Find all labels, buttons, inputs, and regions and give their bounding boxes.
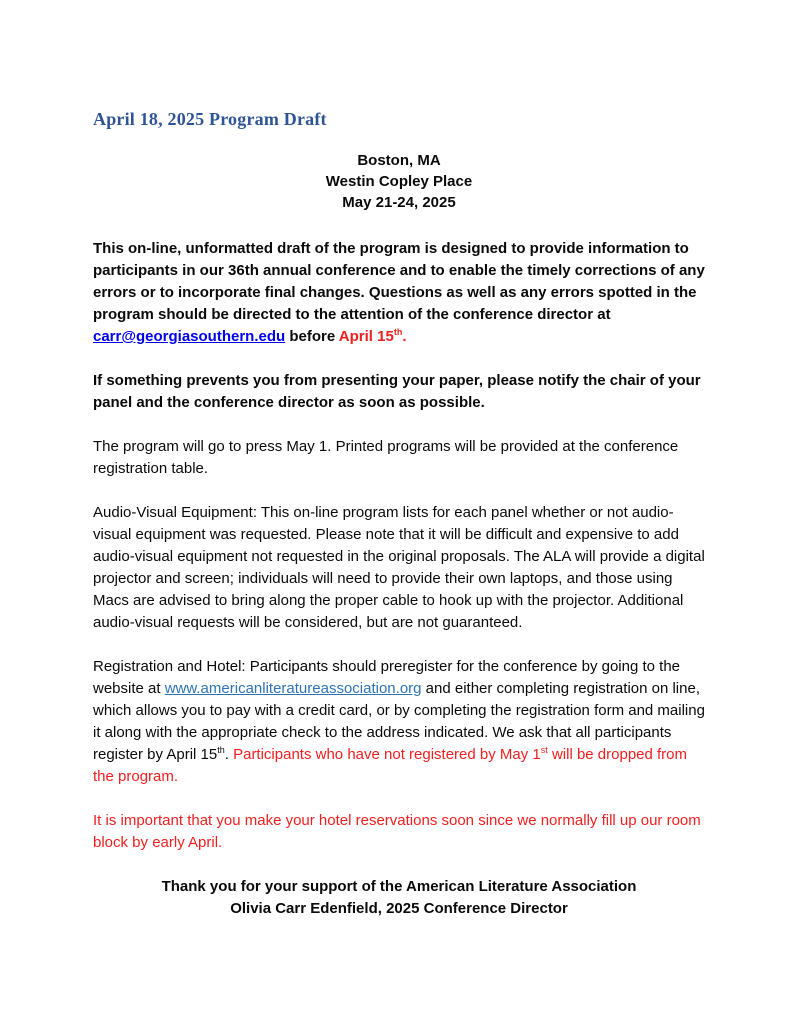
registration-warning-lead: Participants who have not registered by May 1 bbox=[233, 746, 541, 763]
email-link[interactable]: carr@georgiasouthern.edu bbox=[93, 328, 286, 345]
venue-block bbox=[93, 150, 705, 213]
venue-city: Boston, MA bbox=[357, 152, 441, 169]
venue-dates: May 21-24, 2025 bbox=[342, 194, 456, 211]
intro-deadline-text bbox=[339, 328, 407, 345]
page-title: April 18, 2025 Program Draft bbox=[93, 109, 327, 129]
intro-text-mid: before bbox=[285, 328, 339, 345]
registration-ordinal: th bbox=[217, 745, 225, 755]
registration-period: . bbox=[224, 746, 234, 763]
audio-visual-paragraph: Audio-Visual Equipment: This on-line program lists for each panel whether or not audio-visual equipment was requested. Please note that it will be difficult and expensive to add audio-visual equipment not requested in the original proposals. The ALA will provide a digital projector and screen; individuals will need to provide their own laptops, and those using Macs are advised to bring along the proper cable to hook up with the projector. Additional audio-visual requests will be considered, but are not guaranteed. bbox=[93, 504, 705, 631]
intro-paragraph bbox=[93, 238, 705, 348]
closing-thanks: Thank you for your support of the American Literature Association bbox=[161, 878, 637, 895]
registration-warning-tail: will be dropped from the program. bbox=[93, 746, 688, 785]
registration-paragraph bbox=[93, 656, 705, 788]
notify-paragraph: If something prevents you from presenting your paper, please notify the chair of your panel and the conference director as soon as possible. bbox=[93, 372, 701, 411]
intro-deadline-date: April 15 bbox=[338, 328, 394, 345]
intro-deadline-ordinal: th bbox=[393, 327, 403, 337]
venue-hotel: Westin Copley Place bbox=[325, 173, 473, 190]
registration-warning-ordinal: st bbox=[540, 745, 548, 755]
press-paragraph: The program will go to press May 1. Printed programs will be provided at the conference registration table. bbox=[93, 438, 679, 477]
closing-block bbox=[93, 876, 705, 920]
closing-signature: Olivia Carr Edenfield, 2025 Conference Director bbox=[230, 900, 568, 917]
registration-text-mid: and either completing registration on line, which allows you to pay with a credit card, or by completing the registration form and mailing it along with the appropriate check to the address indicated. We ask that all participants register by April 15 bbox=[93, 680, 705, 763]
association-website-link[interactable]: www.americanliteratureassociation.org bbox=[164, 680, 422, 697]
hotel-warning-paragraph: It is important that you make your hotel reservations soon since we normally fill up our room block by early April. bbox=[93, 812, 701, 851]
intro-text-lead: This on-line, unformatted draft of the program is designed to provide information to participants in our 36th annual conference and to enable the timely corrections of any errors or to incorporate final changes. Questions as well as any errors spotted in the program should be directed to the attention of the conference director at bbox=[93, 240, 705, 323]
registration-text-lead: Registration and Hotel: Participants should preregister for the conference by going to the website at bbox=[93, 658, 681, 697]
intro-deadline-period: . bbox=[402, 328, 407, 345]
